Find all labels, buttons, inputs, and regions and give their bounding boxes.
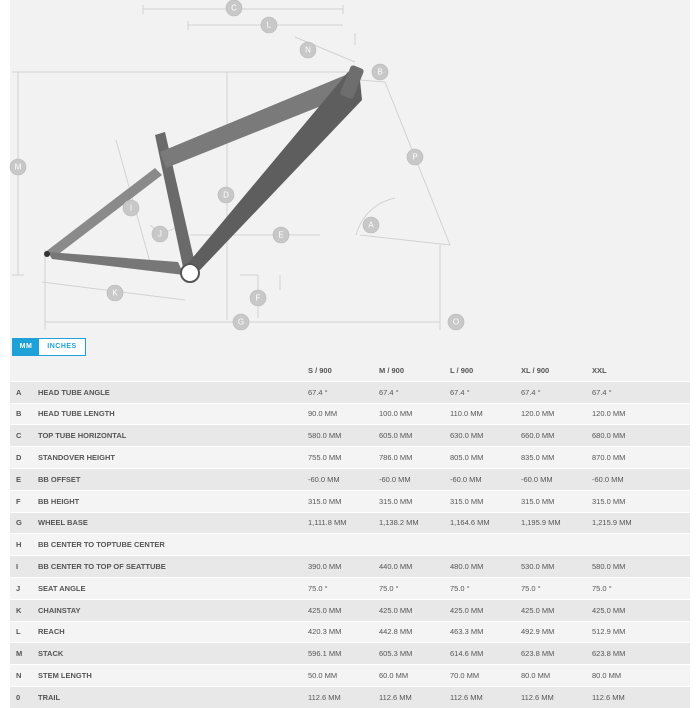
unit-mm-button[interactable]: MM [13,339,39,355]
header-size-l: L / 900 [450,360,521,381]
row-letter: A [10,381,38,403]
row-measurement-name: STANDOVER HEIGHT [38,447,308,469]
row-value: 110.0 MM [450,403,521,425]
row-value: 786.0 MM [379,447,450,469]
table-row [10,621,690,643]
row-value [379,534,450,556]
row-letter: N [10,665,38,687]
label-e: E [278,230,284,240]
row-value: 90.0 MM [308,403,379,425]
row-value [450,534,521,556]
frame-drawing [0,0,700,335]
row-value: 67.4 ° [521,381,592,403]
row-value: -60.0 MM [308,468,379,490]
label-c: C [231,3,237,13]
label-j: J [158,229,162,239]
header-size-s: S / 900 [308,360,379,381]
row-value: 605.0 MM [379,425,450,447]
row-letter: M [10,643,38,665]
label-o: O [452,317,460,327]
row-value: 805.0 MM [450,447,521,469]
row-value: 512.9 MM [592,621,690,643]
row-letter: I [10,556,38,578]
row-value: 1,164.6 MM [450,512,521,534]
row-measurement-name: SEAT ANGLE [38,577,308,599]
row-letter: J [10,577,38,599]
row-value: 623.8 MM [592,643,690,665]
row-value: -60.0 MM [379,468,450,490]
row-measurement-name: REACH [38,621,308,643]
row-value: 680.0 MM [592,425,690,447]
dimension-labels [10,0,464,330]
row-measurement-name: HEAD TUBE LENGTH [38,403,308,425]
row-value: 425.0 MM [379,599,450,621]
table-row [10,468,690,490]
header-blank-name [38,360,308,381]
row-measurement-name: HEAD TUBE ANGLE [38,381,308,403]
row-value: 75.0 ° [521,577,592,599]
row-value: 755.0 MM [308,447,379,469]
row-value: -60.0 MM [592,468,690,490]
row-value: 425.0 MM [521,599,592,621]
header-size-m: M / 900 [379,360,450,381]
row-value: 630.0 MM [450,425,521,447]
row-value: 112.6 MM [592,686,690,707]
row-value: 315.0 MM [379,490,450,512]
row-value: 70.0 MM [450,665,521,687]
row-value: 463.3 MM [450,621,521,643]
row-value: 80.0 MM [521,665,592,687]
row-measurement-name: BB OFFSET [38,468,308,490]
row-measurement-name: BB CENTER TO TOPTUBE CENTER [38,534,308,556]
row-letter: K [10,599,38,621]
row-value: 75.0 ° [450,577,521,599]
table-row [10,447,690,469]
row-value: 50.0 MM [308,665,379,687]
label-i: I [129,203,133,213]
row-value: 67.4 ° [308,381,379,403]
table-row [10,599,690,621]
label-f: F [255,293,261,303]
table-row [10,556,690,578]
row-value: 315.0 MM [450,490,521,512]
row-measurement-name: BB HEIGHT [38,490,308,512]
row-value: 112.6 MM [379,686,450,707]
row-letter: C [10,425,38,447]
row-measurement-name: STEM LENGTH [38,665,308,687]
row-value: -60.0 MM [521,468,592,490]
label-d: D [223,190,229,200]
row-value: 112.6 MM [521,686,592,707]
row-value: 315.0 MM [308,490,379,512]
row-value: 870.0 MM [592,447,690,469]
row-value: 67.4 ° [450,381,521,403]
unit-inches-button[interactable]: INCHES [39,339,85,355]
label-n: N [305,45,311,55]
row-value: 605.3 MM [379,643,450,665]
row-letter: 0 [10,686,38,707]
header-blank [10,360,38,381]
dimension-lines [12,5,450,330]
row-measurement-name: WHEEL BASE [38,512,308,534]
row-value: 440.0 MM [379,556,450,578]
label-p: P [412,152,418,162]
table-row [10,490,690,512]
header-size-xl: XL / 900 [521,360,592,381]
label-l: L [266,20,272,30]
label-g: G [237,317,245,327]
frame-geometry-diagram [0,0,700,335]
header-size-xxl: XXL [592,360,690,381]
row-letter: E [10,468,38,490]
row-value: 614.6 MM [450,643,521,665]
row-letter: D [10,447,38,469]
row-value: 1,138.2 MM [379,512,450,534]
row-value: 425.0 MM [592,599,690,621]
table-row [10,665,690,687]
row-value: 75.0 ° [308,577,379,599]
row-value: 100.0 MM [379,403,450,425]
row-value: -60.0 MM [450,468,521,490]
table-row [10,512,690,534]
row-letter: H [10,534,38,556]
table-row [10,577,690,599]
row-value: 315.0 MM [592,490,690,512]
label-b: B [377,67,383,77]
row-value: 75.0 ° [592,577,690,599]
row-value: 390.0 MM [308,556,379,578]
row-measurement-name: STACK [38,643,308,665]
row-value: 80.0 MM [592,665,690,687]
row-value: 1,111.8 MM [308,512,379,534]
table-row [10,534,690,556]
row-measurement-name: BB CENTER TO TOP OF SEATTUBE [38,556,308,578]
row-value: 112.6 MM [308,686,379,707]
row-value: 315.0 MM [521,490,592,512]
row-value [521,534,592,556]
row-value: 120.0 MM [592,403,690,425]
row-value: 580.0 MM [308,425,379,447]
row-value: 112.6 MM [450,686,521,707]
row-measurement-name: TOP TUBE HORIZONTAL [38,425,308,447]
row-value: 425.0 MM [450,599,521,621]
row-value: 1,215.9 MM [592,512,690,534]
bike-frame [44,65,364,282]
unit-toggle [12,338,86,356]
row-value: 60.0 MM [379,665,450,687]
table-row [10,643,690,665]
row-value [308,534,379,556]
row-value: 623.8 MM [521,643,592,665]
label-m: M [14,162,22,172]
row-measurement-name: CHAINSTAY [38,599,308,621]
table-header-row [10,360,690,381]
label-a: A [368,220,374,230]
row-value: 580.0 MM [592,556,690,578]
row-value: 67.4 ° [592,381,690,403]
row-value: 442.8 MM [379,621,450,643]
row-value: 75.0 ° [379,577,450,599]
row-value: 530.0 MM [521,556,592,578]
row-value: 660.0 MM [521,425,592,447]
row-letter: G [10,512,38,534]
row-value: 120.0 MM [521,403,592,425]
geometry-table [10,360,690,708]
row-value: 425.0 MM [308,599,379,621]
row-value: 596.1 MM [308,643,379,665]
table-row [10,425,690,447]
row-measurement-name: TRAIL [38,686,308,707]
table-row [10,686,690,707]
row-value: 492.9 MM [521,621,592,643]
row-letter: L [10,621,38,643]
table-row [10,381,690,403]
row-value [592,534,690,556]
row-value: 480.0 MM [450,556,521,578]
row-value: 420.3 MM [308,621,379,643]
row-value: 835.0 MM [521,447,592,469]
row-value: 67.4 ° [379,381,450,403]
table-row [10,403,690,425]
row-letter: B [10,403,38,425]
row-value: 1,195.9 MM [521,512,592,534]
label-k: K [112,288,118,298]
row-letter: F [10,490,38,512]
